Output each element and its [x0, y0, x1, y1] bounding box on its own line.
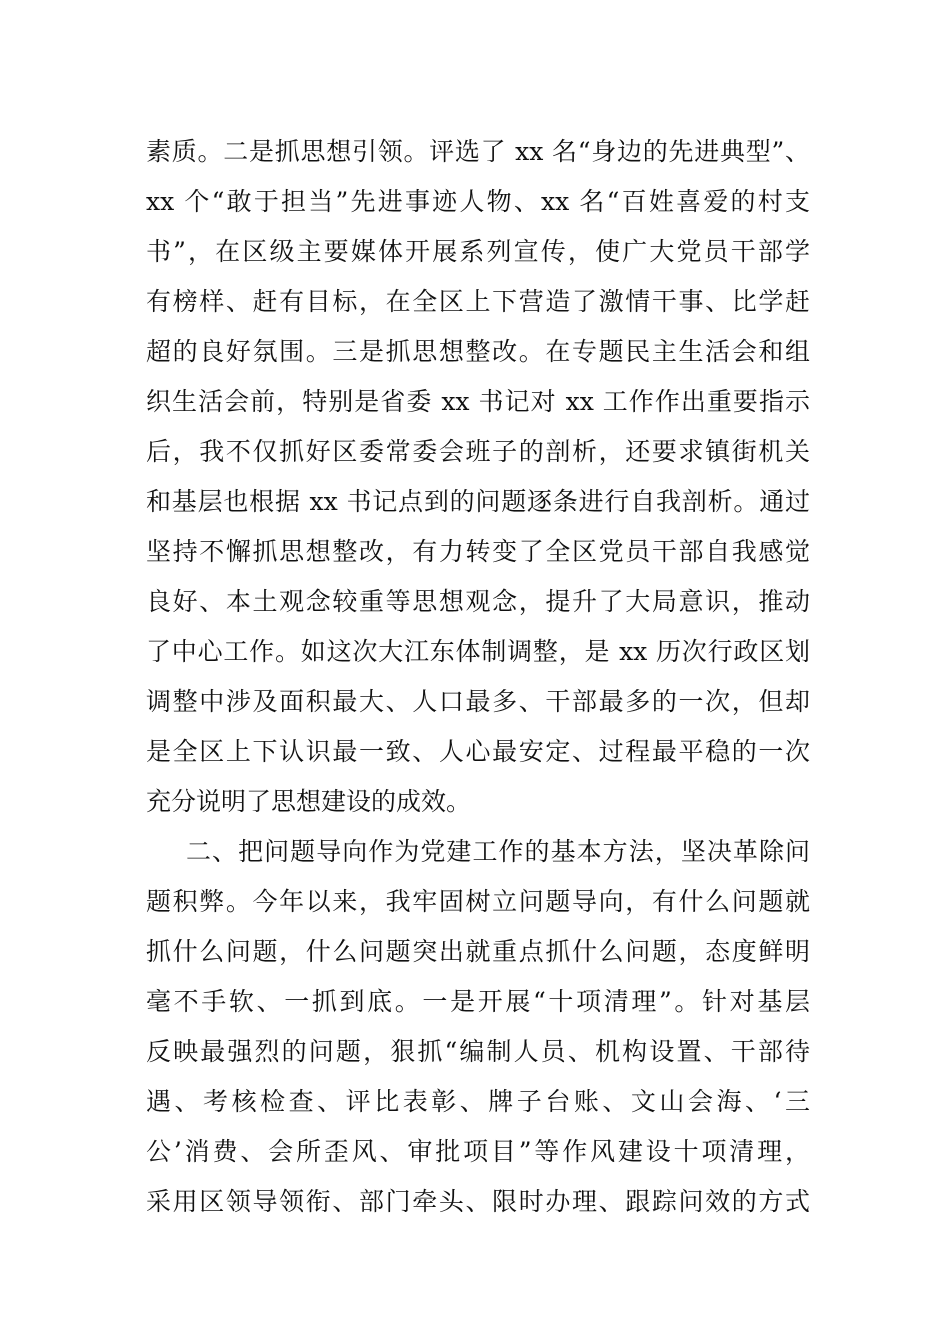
text-line: 反映最强烈的问题，狠抓“编制人员、机构设置、干部待 — [146, 1037, 810, 1066]
text-line: 是全区上下认识最一致、人心最安定、过程最平稳的一次 — [146, 737, 810, 766]
text-line: 后，我不仅抓好区委常委会班子的剖析，还要求镇街机关 — [146, 437, 810, 466]
text-line: 超的良好氛围。三是抓思想整改。在专题民主生活会和组 — [146, 337, 810, 366]
text-line: 遇、考核检查、评比表彰、牌子台账、文山会海、‘三 — [146, 1087, 810, 1116]
paragraph — [146, 827, 810, 1227]
text-line: 抓什么问题，什么问题突出就重点抓什么问题，态度鲜明 — [146, 937, 810, 966]
text-line: 充分说明了思想建设的成效。 — [146, 787, 472, 816]
text-line: 有榜样、赶有目标，在全区上下营造了激情干事、比学赶 — [146, 287, 810, 316]
text-line: 素质。二是抓思想引领。评选了 xx 名“身边的先进典型”、 — [146, 137, 810, 166]
text-line: 织生活会前，特别是省委 xx 书记对 xx 工作作出重要指示 — [146, 387, 810, 416]
text-line: 题积弊。今年以来，我牢固树立问题导向，有什么问题就 — [146, 887, 810, 916]
text-line: 公’消费、会所歪风、审批项目”等作风建设十项清理， — [146, 1137, 810, 1166]
text-line: 毫不手软、一抓到底。一是开展“十项清理”。针对基层 — [146, 987, 810, 1016]
text-line: 二、把问题导向作为党建工作的基本方法，坚决革除问 — [186, 837, 810, 866]
text-line: 调整中涉及面积最大、人口最多、干部最多的一次，但却 — [146, 687, 810, 716]
text-line: 坚持不懈抓思想整改，有力转变了全区党员干部自我感觉 — [146, 537, 810, 566]
text-line: 采用区领导领衔、部门牵头、限时办理、跟踪问效的方式 — [146, 1187, 810, 1216]
text-line: 书”，在区级主要媒体开展系列宣传，使广大党员干部学 — [146, 237, 810, 266]
text-line: 良好、本土观念较重等思想观念，提升了大局意识，推动 — [146, 587, 810, 616]
document-body — [146, 127, 810, 1227]
text-line: xx 个“敢于担当”先进事迹人物、xx 名“百姓喜爱的村支 — [146, 187, 810, 216]
paragraph — [146, 127, 810, 827]
text-line: 了中心工作。如这次大江东体制调整，是 xx 历次行政区划 — [146, 637, 810, 666]
text-line: 和基层也根据 xx 书记点到的问题逐条进行自我剖析。通过 — [146, 487, 810, 516]
